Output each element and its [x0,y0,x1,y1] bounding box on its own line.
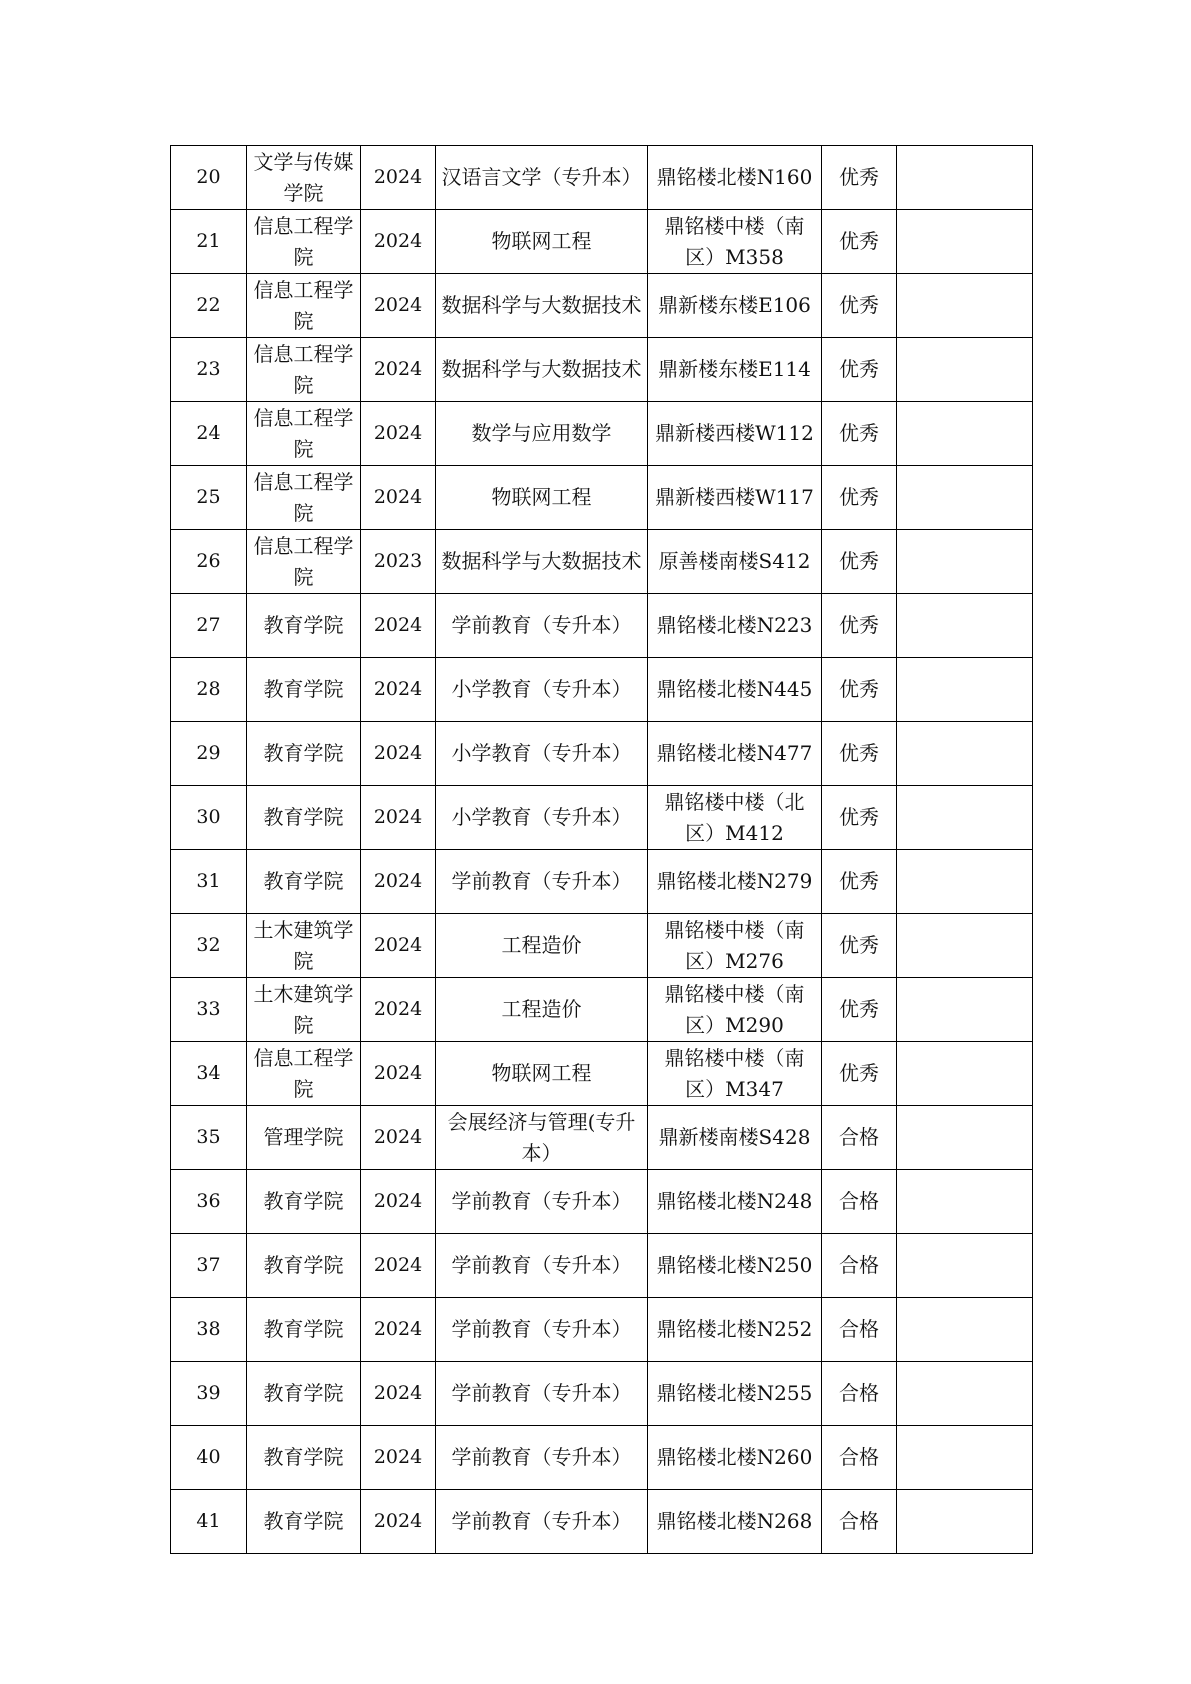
row-number-cell: 24 [171,402,247,466]
result-cell: 合格 [822,1298,897,1362]
year-cell: 2024 [361,786,436,850]
major-cell: 学前教育（专升本） [436,1362,648,1426]
result-cell: 优秀 [822,210,897,274]
major-cell: 物联网工程 [436,1042,648,1106]
year-cell: 2024 [361,658,436,722]
college-cell: 信息工程学院 [247,402,361,466]
row-number-cell: 28 [171,658,247,722]
room-cell: 鼎铭楼北楼N250 [648,1234,822,1298]
year-cell: 2024 [361,914,436,978]
room-cell: 鼎铭楼北楼N160 [648,146,822,210]
table-row [171,658,1033,722]
room-cell: 鼎铭楼北楼N279 [648,850,822,914]
note-cell [897,1362,1033,1426]
college-cell: 土木建筑学院 [247,914,361,978]
major-cell: 学前教育（专升本） [436,1490,648,1554]
college-cell: 教育学院 [247,1490,361,1554]
year-cell: 2024 [361,594,436,658]
note-cell [897,1490,1033,1554]
room-cell: 鼎铭楼中楼（南区）M347 [648,1042,822,1106]
row-number-cell: 25 [171,466,247,530]
row-number-cell: 33 [171,978,247,1042]
result-cell: 合格 [822,1170,897,1234]
major-cell: 学前教育（专升本） [436,1234,648,1298]
major-cell: 学前教育（专升本） [436,850,648,914]
college-cell: 文学与传媒学院 [247,146,361,210]
row-number-cell: 38 [171,1298,247,1362]
college-cell: 教育学院 [247,1426,361,1490]
note-cell [897,786,1033,850]
result-cell: 优秀 [822,338,897,402]
room-cell: 鼎铭楼北楼N477 [648,722,822,786]
result-cell: 合格 [822,1426,897,1490]
table-row [171,146,1033,210]
result-cell: 优秀 [822,402,897,466]
table-row [171,466,1033,530]
college-cell: 教育学院 [247,1234,361,1298]
note-cell [897,1234,1033,1298]
college-cell: 教育学院 [247,850,361,914]
row-number-cell: 35 [171,1106,247,1170]
year-cell: 2023 [361,530,436,594]
year-cell: 2024 [361,210,436,274]
row-number-cell: 34 [171,1042,247,1106]
room-cell: 鼎铭楼北楼N260 [648,1426,822,1490]
room-cell: 鼎铭楼中楼（南区）M358 [648,210,822,274]
row-number-cell: 41 [171,1490,247,1554]
college-cell: 信息工程学院 [247,530,361,594]
year-cell: 2024 [361,1298,436,1362]
college-cell: 教育学院 [247,1170,361,1234]
note-cell [897,274,1033,338]
year-cell: 2024 [361,466,436,530]
table-row [171,210,1033,274]
year-cell: 2024 [361,274,436,338]
note-cell [897,338,1033,402]
year-cell: 2024 [361,402,436,466]
room-cell: 鼎铭楼北楼N255 [648,1362,822,1426]
college-cell: 管理学院 [247,1106,361,1170]
note-cell [897,1106,1033,1170]
year-cell: 2024 [361,1234,436,1298]
table-row [171,1490,1033,1554]
result-cell: 合格 [822,1490,897,1554]
row-number-cell: 21 [171,210,247,274]
college-cell: 信息工程学院 [247,466,361,530]
row-number-cell: 30 [171,786,247,850]
college-cell: 教育学院 [247,1298,361,1362]
college-cell: 教育学院 [247,722,361,786]
row-number-cell: 23 [171,338,247,402]
result-cell: 合格 [822,1362,897,1426]
note-cell [897,530,1033,594]
note-cell [897,914,1033,978]
table-row [171,1298,1033,1362]
major-cell: 学前教育（专升本） [436,1170,648,1234]
room-cell: 鼎新楼东楼E106 [648,274,822,338]
room-cell: 鼎铭楼北楼N268 [648,1490,822,1554]
college-cell: 教育学院 [247,1362,361,1426]
result-cell: 优秀 [822,978,897,1042]
room-cell: 鼎铭楼中楼（南区）M276 [648,914,822,978]
table-row [171,1234,1033,1298]
major-cell: 学前教育（专升本） [436,1298,648,1362]
row-number-cell: 27 [171,594,247,658]
year-cell: 2024 [361,1362,436,1426]
note-cell [897,1426,1033,1490]
major-cell: 数据科学与大数据技术 [436,274,648,338]
table-row [171,594,1033,658]
college-cell: 教育学院 [247,594,361,658]
year-cell: 2024 [361,850,436,914]
major-cell: 数据科学与大数据技术 [436,338,648,402]
result-cell: 合格 [822,1106,897,1170]
room-cell: 鼎新楼东楼E114 [648,338,822,402]
room-cell: 鼎铭楼北楼N248 [648,1170,822,1234]
result-cell: 优秀 [822,914,897,978]
major-cell: 物联网工程 [436,210,648,274]
room-cell: 鼎铭楼北楼N252 [648,1298,822,1362]
year-cell: 2024 [361,1042,436,1106]
college-cell: 信息工程学院 [247,338,361,402]
note-cell [897,466,1033,530]
table-row [171,914,1033,978]
room-cell: 鼎新楼南楼S428 [648,1106,822,1170]
note-cell [897,1042,1033,1106]
major-cell: 学前教育（专升本） [436,1426,648,1490]
major-cell: 物联网工程 [436,466,648,530]
result-cell: 合格 [822,1234,897,1298]
college-cell: 土木建筑学院 [247,978,361,1042]
result-cell: 优秀 [822,466,897,530]
row-number-cell: 20 [171,146,247,210]
result-cell: 优秀 [822,274,897,338]
table-row [171,338,1033,402]
room-cell: 鼎铭楼北楼N445 [648,658,822,722]
row-number-cell: 37 [171,1234,247,1298]
table-row [171,1170,1033,1234]
note-cell [897,594,1033,658]
result-cell: 优秀 [822,850,897,914]
result-cell: 优秀 [822,722,897,786]
year-cell: 2024 [361,338,436,402]
room-cell: 鼎新楼西楼W112 [648,402,822,466]
row-number-cell: 40 [171,1426,247,1490]
table-row [171,402,1033,466]
row-number-cell: 32 [171,914,247,978]
room-cell: 鼎铭楼中楼（南区）M290 [648,978,822,1042]
table-body [171,146,1033,1554]
note-cell [897,850,1033,914]
year-cell: 2024 [361,1106,436,1170]
table-row [171,722,1033,786]
room-cell: 原善楼南楼S412 [648,530,822,594]
major-cell: 数学与应用数学 [436,402,648,466]
room-cell: 鼎铭楼中楼（北区）M412 [648,786,822,850]
year-cell: 2024 [361,146,436,210]
row-number-cell: 31 [171,850,247,914]
row-number-cell: 39 [171,1362,247,1426]
result-cell: 优秀 [822,658,897,722]
result-cell: 优秀 [822,146,897,210]
table-row [171,786,1033,850]
row-number-cell: 26 [171,530,247,594]
college-cell: 教育学院 [247,786,361,850]
major-cell: 小学教育（专升本） [436,786,648,850]
major-cell: 小学教育（专升本） [436,658,648,722]
result-cell: 优秀 [822,786,897,850]
table-row [171,1362,1033,1426]
room-cell: 鼎铭楼北楼N223 [648,594,822,658]
note-cell [897,658,1033,722]
table-row [171,1106,1033,1170]
year-cell: 2024 [361,1490,436,1554]
room-cell: 鼎新楼西楼W117 [648,466,822,530]
major-cell: 会展经济与管理(专升本） [436,1106,648,1170]
major-cell: 数据科学与大数据技术 [436,530,648,594]
table-row [171,850,1033,914]
year-cell: 2024 [361,1426,436,1490]
row-number-cell: 36 [171,1170,247,1234]
note-cell [897,1170,1033,1234]
year-cell: 2024 [361,1170,436,1234]
major-cell: 学前教育（专升本） [436,594,648,658]
result-cell: 优秀 [822,594,897,658]
result-cell: 优秀 [822,530,897,594]
row-number-cell: 22 [171,274,247,338]
note-cell [897,146,1033,210]
year-cell: 2024 [361,978,436,1042]
row-number-cell: 29 [171,722,247,786]
major-cell: 汉语言文学（专升本） [436,146,648,210]
college-cell: 信息工程学院 [247,210,361,274]
year-cell: 2024 [361,722,436,786]
college-cell: 信息工程学院 [247,274,361,338]
college-cell: 信息工程学院 [247,1042,361,1106]
major-cell: 工程造价 [436,978,648,1042]
table-row [171,274,1033,338]
note-cell [897,402,1033,466]
major-cell: 工程造价 [436,914,648,978]
table-row [171,530,1033,594]
note-cell [897,1298,1033,1362]
table-row [171,1426,1033,1490]
note-cell [897,210,1033,274]
table-row [171,1042,1033,1106]
note-cell [897,722,1033,786]
major-cell: 小学教育（专升本） [436,722,648,786]
note-cell [897,978,1033,1042]
college-cell: 教育学院 [247,658,361,722]
dormitory-evaluation-table [170,145,1033,1554]
result-cell: 优秀 [822,1042,897,1106]
table-row [171,978,1033,1042]
